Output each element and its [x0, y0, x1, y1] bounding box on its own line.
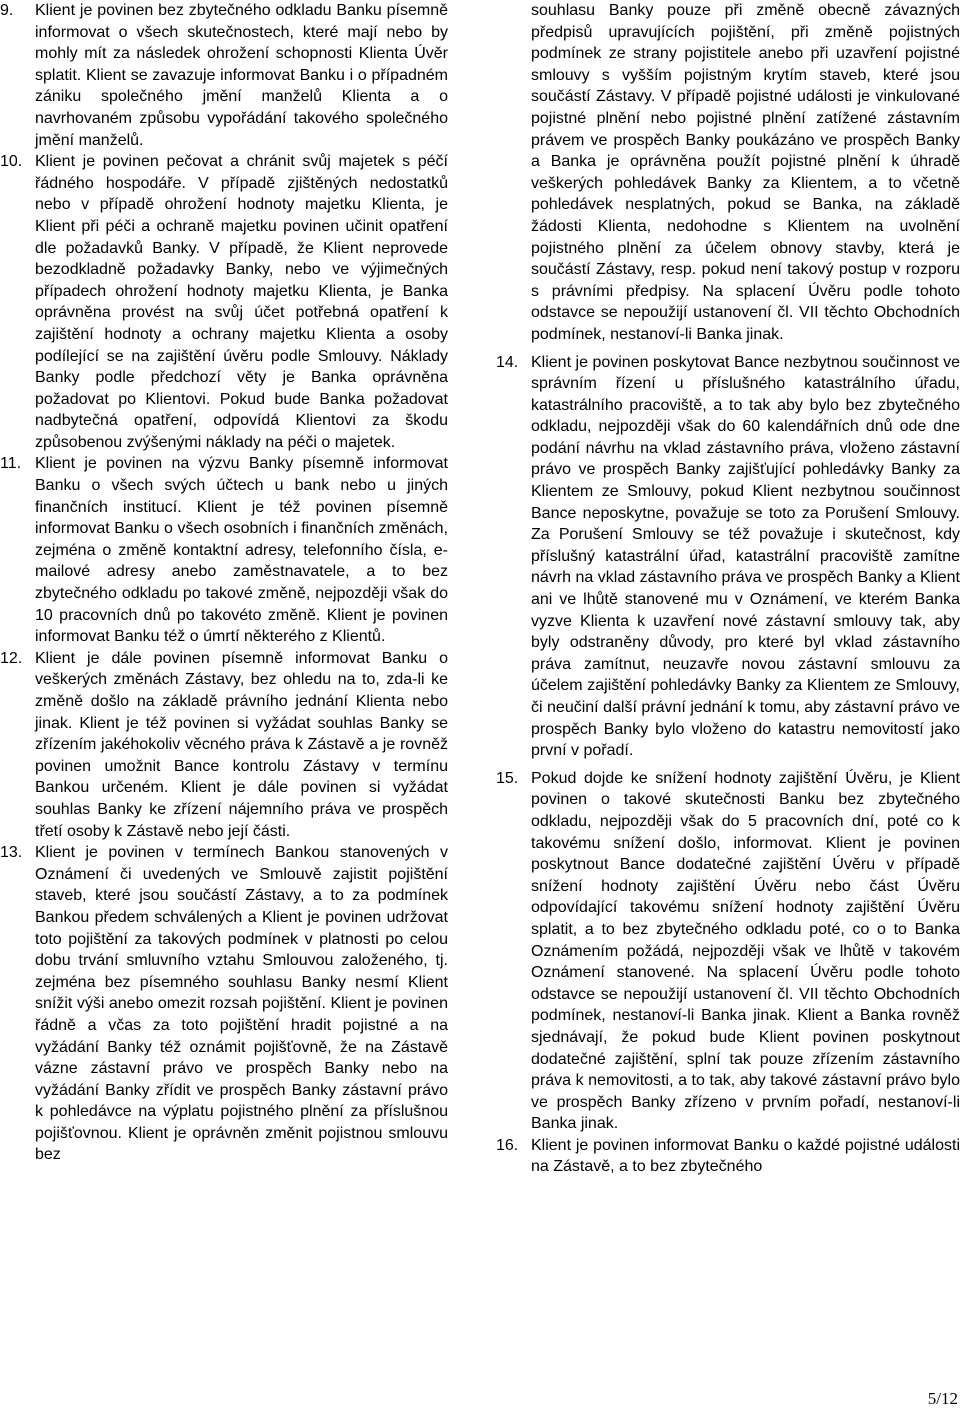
sentence: Klient je povinen informovat Banku o každé pojistné události na Zástavě, a to bez zbytečného — [531, 1136, 960, 1176]
sentence: Náklady Banky podle předchozí věty je Banka oprávněna požadovat po Klientovi. — [35, 347, 448, 408]
sentence: Klient je povinen poskytovat Bance nezbytnou součinnost ve správním řízení u příslušného katastrálního úřadu, katastrálního pracoviště, a to tak aby bylo bez zbytečného odkladu, nejpozději však do 60 kalendářních dnů ode dne podání návrhu na vklad zástavního práva, vloženo zástavní právo ve prospěch Banky zajišťující pohledávky Banky za Klientem ze Smlouvy, pokud Klient nezbytnou součinnost Bance neposkytne, považuje se toto za Porušení Smlouvy. — [531, 353, 960, 522]
clause-text — [35, 648, 448, 842]
sentence: Klient je povinen poskytnout Bance dodatečné zajištění Úvěru v případě snížení hodnoty zajištění Úvěru nebo část Úvěru odpovídající takovému snížení hodnoty zajištění Úvěru splatit, a to bez zbytečného odkladu poté, co o to Banka Oznámením požádá, nejpozději však ve lhůtě v takovém Oznámení stanovené. — [531, 834, 960, 982]
clause-text — [35, 453, 448, 647]
sentence: Klient je povinen bez zbytečného odkladu Banku písemně informovat o všech skutečnostech, které mají nebo by mohly mít za následek ohrožení schopnosti Klienta Úvěr splatit. — [35, 2, 448, 84]
clause-10 — [0, 151, 448, 453]
clause-9 — [0, 0, 448, 151]
sentence: Klient je povinen řádně a včas za toto pojištění hradit pojistné a na vyžádání Banky též oznámit pojišťovně, že na Zástavě vázne zástavní právo ve prospěch Banky nebo na vyžádání Banky zřídit ve prospěch Banky zástavní právo k pohledávce na výplatu pojistného plnění za příslušnou pojišťovnou. — [35, 995, 448, 1142]
sentence: souhlasu Banky pouze při změně obecně závazných předpisů upravujících pojištění, při změně pojistných podmínek ze strany pojistitele anebo při uzavření pojistné smlouvy s vyšším pojistným krytím staveb, které jsou součástí Zástavy. — [531, 2, 960, 106]
sentence: Klient je oprávněn změnit pojistnou smlouvu bez — [35, 1124, 448, 1164]
sentence: Klient je dále povinen si vyžádat souhlas Banky ke zřízení nájemního práva ve prospěch třetí osoby k Zástavě nebo její části. — [35, 779, 448, 840]
clause-number: 15. — [496, 769, 519, 787]
sentence: Za Porušení Smlouvy se též považuje i skutečnost, kdy příslušný katastrální úřad, katastrální pracoviště zamítne návrh na vklad zástavního práva ve prospěch Banky a Klient ani ve lhůtě stanovené mu v Oznámení, ve kterém Banka vyzve Klienta k uzavření nové zástavní smlouvy tak, aby byly odstraněny důvody, pro které byl vklad zástavního práva zamítnut, neuzavře novou zástavní smlouvu za účelem zajištění pohledávky Banky za Klientem ze Smlouvy, či neučiní další právní jednání k tomu, aby zástavní právo ve prospěch Banky bylo vloženo do katastru nemovitostí jako první v pořadí. — [531, 526, 960, 760]
sentence: Klient je dále povinen písemně informovat Banku o veškerých změnách Zástavy, bez ohledu na to, zda-li ke změně došlo na základě právního jednání Klienta nebo jinak. — [35, 649, 448, 732]
clause-text — [531, 768, 960, 1135]
sentence: Klient a Banka rovněž sjednávají, že pokud bude Klient povinen poskytnout dodatečné zajištění, splní tak pouze zřízením zástavního práva k nemovitosti, a to tak, aby takové zástavní právo bylo ve prospěch Banky zřízeno v prvním pořadí, nestanoví-li Banka jinak. — [531, 1007, 960, 1133]
sentence: Klient je též povinen písemně informovat Banku o všech osobních i finančních změnách, zejména o změně kontaktní adresy, telefonního čísla, e-mailové adresy anebo zaměstnavatele, a to bez zbytečného odkladu po takové změně, nejpozději však do 10 pracovních dnů po takovéto změně. — [35, 498, 449, 624]
clause-number: 12. — [0, 649, 23, 667]
clause-number: 11. — [0, 455, 22, 473]
clause-13 — [0, 842, 448, 1166]
sentence: Klient je povinen na výzvu Banky písemně informovat Banku o všech svých účtech u bank nebo u jiných finančních institucí. — [35, 455, 448, 516]
clause-text — [35, 151, 448, 453]
clause-text — [35, 842, 448, 1166]
sentence: Na splacení Úvěru podle tohoto odstavce se nepoužijí ustanovení čl. VII těchto Obchodních podmínek, nestanoví-li Banka jinak. — [531, 282, 960, 343]
clause-number: 16. — [496, 1136, 519, 1154]
sentence: V případě, že Klient neprovede bezodkladně požadavky Banky, nebo ve výjimečných případech ohrožení hodnoty majetku Klienta, je Banka oprávněna provést na svůj účet potřebná opatření k zajištění hodnoty a ochrany majetku Klienta a osoby podílející se na zajištění úvěru podle Smlouvy. — [35, 239, 449, 365]
sentence: Klient se zavazuje informovat Banku i o případném zániku společného jmění manželů Klienta a o navrhovaném způsobu vypořádání takového společného jmění manželů. — [35, 66, 448, 149]
sentence: Pokud dojde ke snížení hodnoty zajištění Úvěru, je Klient povinen o takové skutečnosti Banku bez zbytečného odkladu, nejpozději však do 5 pracovních dní, poté co k takovému snížení došlo, informovat. — [531, 769, 960, 852]
page-number: 5/12 — [927, 1389, 958, 1408]
sentence: Klient je též povinen si vyžádat souhlas Banky se zřízením jakéhokoliv věcného práva k Zástavě a je rovněž povinen umožnit Bance kontrolu Zástavy v termínu Bankou určeném. — [35, 714, 448, 797]
clause-13-continuation — [496, 0, 960, 346]
left-column — [0, 0, 448, 1166]
clause-text — [531, 352, 960, 762]
clause-number: 14. — [496, 353, 519, 371]
right-column — [496, 0, 960, 1178]
clause-11 — [0, 453, 448, 647]
clause-number: 13. — [0, 844, 23, 862]
sentence: Klient je povinen informovat Banku též o úmrtí některého z Klientů. — [35, 606, 448, 646]
clause-14 — [496, 352, 960, 762]
sentence: Na splacení Úvěru podle tohoto odstavce se nepoužijí ustanovení čl. VII těchto Obchodních podmínek, nestanoví-li Banka jinak. — [531, 964, 960, 1025]
sentence: Pokud bude Banka požadovat nadbytečná opatření, odpovídá Klientovi za škodu způsobenou zvýšenými náklady na péči o majetek. — [35, 390, 449, 451]
clause-number: 9. — [0, 2, 14, 19]
sentence: V případě pojistné události je vinkulované pojistné plnění nebo pojistné plnění zatížené zástavním právem ve prospěch Banky poukázáno ve prospěch Banky a Banka je oprávněna použít pojistné plnění k úhradě veškerých pohledávek Banky za Klientem, a to včetně pohledávek nesplatných, pokud se Banka, na základě žádosti Klienta, nedohodne s Klientem na uvolnění pojistného plnění za účelem obnovy stavby, která je součástí Zástavy, resp. pokud není takový postup v rozporu s právními předpisy. — [531, 88, 960, 300]
clause-16 — [496, 1135, 960, 1178]
clause-15 — [496, 768, 960, 1135]
clause-number: 10. — [0, 153, 23, 171]
sentence: Klient je povinen pečovat a chránit svůj majetek s péčí řádného hospodáře. — [35, 153, 448, 192]
sentence: Klient je povinen v termínech Bankou stanovených v Oznámení či uvedených ve Smlouvě zajistit pojištění staveb, které jsou součástí Zástavy, a to za podmínek Bankou předem schválených a Klient je povinen udržovat toto pojištění za takových podmínek v platnosti po celou dobu trvání smluvního vztahu Smlouvou založeného, tj. zejména bez písemného souhlasu Banky nesmí Klient snížit výši anebo omezit rozsah pojištění. — [35, 844, 448, 1013]
clause-text — [35, 0, 448, 151]
clause-12 — [0, 648, 448, 842]
clause-text — [531, 1135, 960, 1178]
sentence: V případě zjištěných nedostatků nebo v případě ohrožení hodnoty majetku Klienta, je Klient při péči a ochraně majetku povinen učinit opatření dle požadavků Banky. — [35, 174, 448, 257]
